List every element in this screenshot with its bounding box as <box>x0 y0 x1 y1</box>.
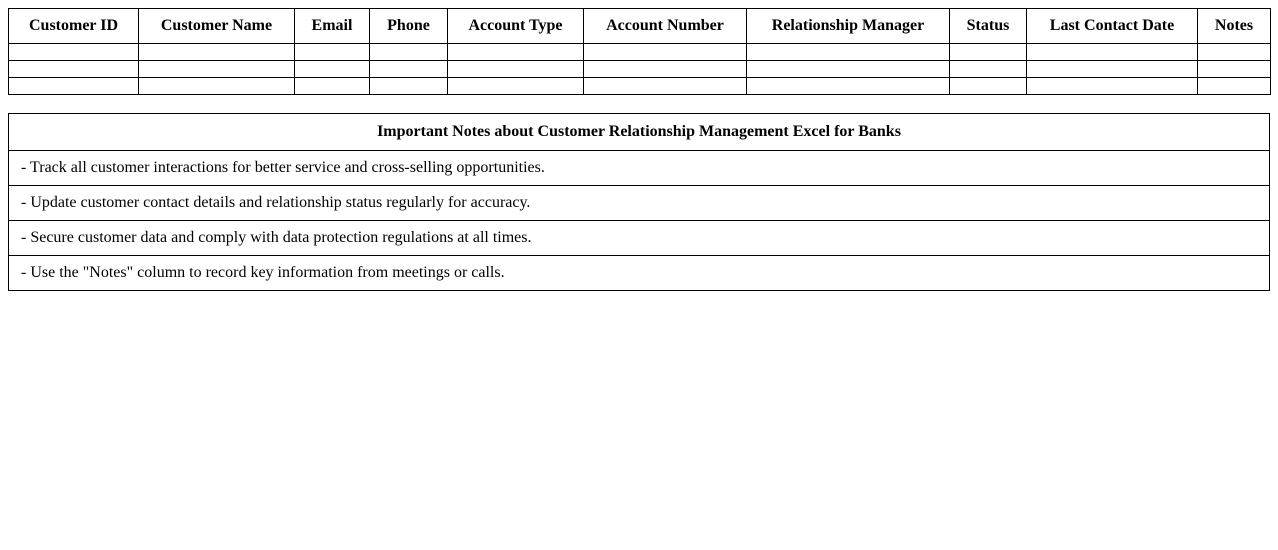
table-cell[interactable] <box>747 78 950 95</box>
table-cell[interactable] <box>448 78 584 95</box>
note-item: - Secure customer data and comply with data protection regulations at all times. <box>9 221 1270 256</box>
table-cell[interactable] <box>584 61 747 78</box>
notes-title: Important Notes about Customer Relationship Management Excel for Banks <box>9 114 1270 151</box>
column-header-notes: Notes <box>1198 9 1271 44</box>
table-cell[interactable] <box>448 61 584 78</box>
table-cell[interactable] <box>950 44 1027 61</box>
table-cell[interactable] <box>950 78 1027 95</box>
note-item: - Update customer contact details and relationship status regularly for accuracy. <box>9 186 1270 221</box>
column-header-account-number: Account Number <box>584 9 747 44</box>
table-cell[interactable] <box>1198 44 1271 61</box>
table-cell[interactable] <box>295 78 370 95</box>
list-item <box>9 186 1270 221</box>
column-header-email: Email <box>295 9 370 44</box>
table-row <box>9 78 1271 95</box>
table-cell[interactable] <box>1027 61 1198 78</box>
note-item: - Use the "Notes" column to record key information from meetings or calls. <box>9 256 1270 291</box>
table-cell[interactable] <box>1027 78 1198 95</box>
column-header-account-type: Account Type <box>448 9 584 44</box>
table-cell[interactable] <box>1027 44 1198 61</box>
table-cell[interactable] <box>9 78 139 95</box>
table-cell[interactable] <box>747 44 950 61</box>
table-cell[interactable] <box>448 44 584 61</box>
crm-table <box>8 8 1271 95</box>
table-cell[interactable] <box>9 61 139 78</box>
table-row <box>9 61 1271 78</box>
table-cell[interactable] <box>9 44 139 61</box>
table-header-row <box>9 9 1271 44</box>
column-header-relationship-manager: Relationship Manager <box>747 9 950 44</box>
list-item <box>9 221 1270 256</box>
table-cell[interactable] <box>370 78 448 95</box>
column-header-last-contact-date: Last Contact Date <box>1027 9 1198 44</box>
table-cell[interactable] <box>370 44 448 61</box>
notes-header-row <box>9 114 1270 151</box>
column-header-phone: Phone <box>370 9 448 44</box>
column-header-customer-name: Customer Name <box>139 9 295 44</box>
table-cell[interactable] <box>584 78 747 95</box>
notes-table <box>8 113 1270 291</box>
note-item: - Track all customer interactions for better service and cross-selling opportunities. <box>9 151 1270 186</box>
table-cell[interactable] <box>584 44 747 61</box>
list-item <box>9 151 1270 186</box>
table-cell[interactable] <box>1198 78 1271 95</box>
column-header-status: Status <box>950 9 1027 44</box>
table-cell[interactable] <box>370 61 448 78</box>
table-cell[interactable] <box>747 61 950 78</box>
page-content <box>8 8 1270 291</box>
column-header-customer-id: Customer ID <box>9 9 139 44</box>
table-cell[interactable] <box>1198 61 1271 78</box>
table-cell[interactable] <box>139 61 295 78</box>
list-item <box>9 256 1270 291</box>
table-cell[interactable] <box>139 78 295 95</box>
table-row <box>9 44 1271 61</box>
table-cell[interactable] <box>295 61 370 78</box>
table-cell[interactable] <box>139 44 295 61</box>
table-cell[interactable] <box>950 61 1027 78</box>
table-cell[interactable] <box>295 44 370 61</box>
